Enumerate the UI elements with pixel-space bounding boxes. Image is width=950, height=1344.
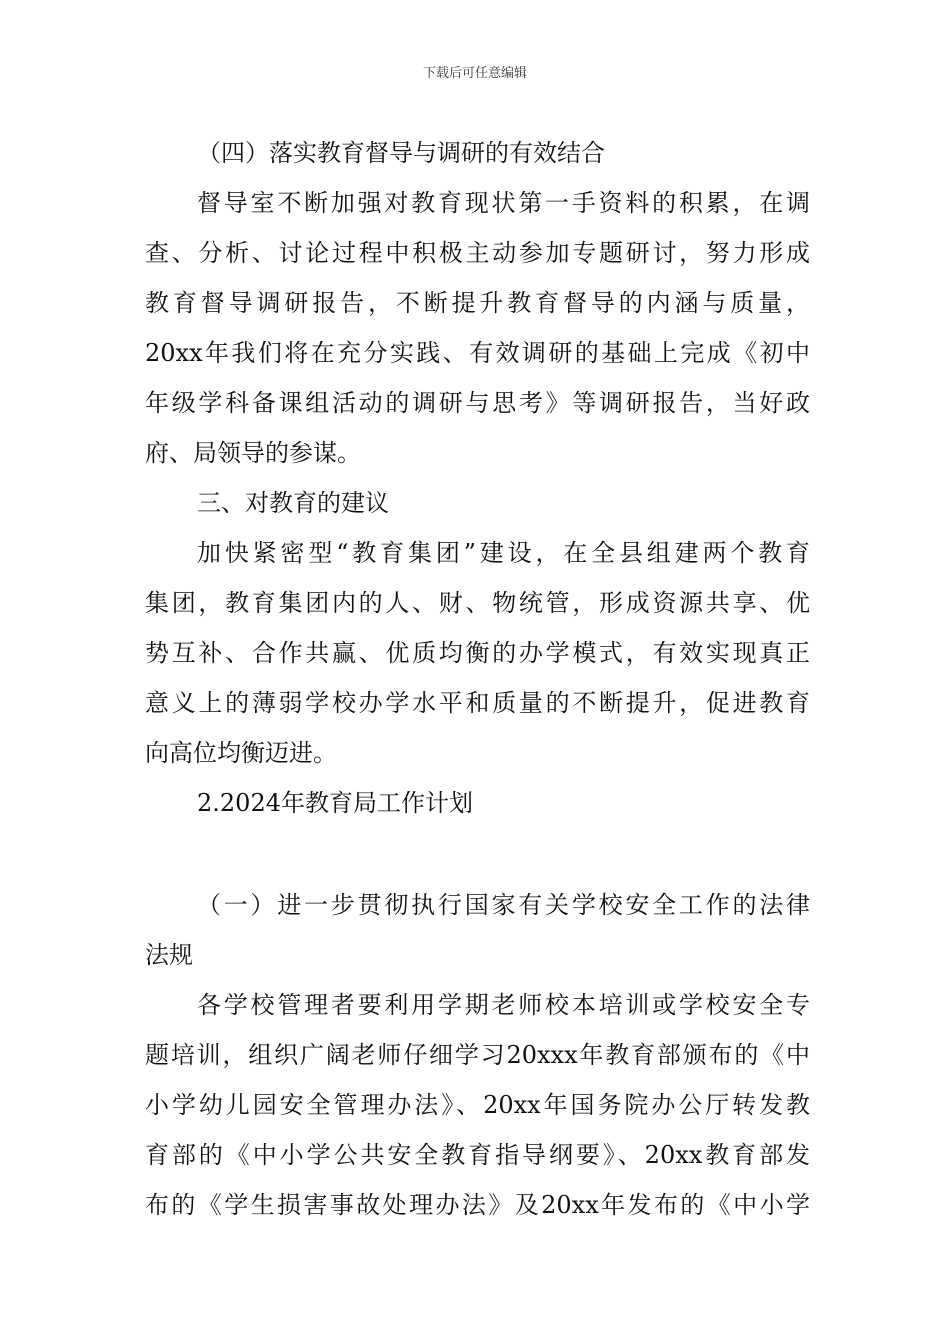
paragraph-line: 加快紧密型“教育集团”建设，在全县组建两个教育 (197, 539, 810, 567)
paragraph-line: 育部的《中小学公共安全教育指导纲要》、20xx教育部发 (145, 1141, 810, 1169)
paragraph-line: 督导室不断加强对教育现状第一手资料的积累，在调 (197, 189, 810, 217)
paragraph-line: 教育督导调研报告，不断提升教育督导的内涵与质量， (145, 289, 810, 317)
paragraph-line: 意义上的薄弱学校办学水平和质量的不断提升，促进教育 (145, 689, 810, 717)
section-heading-three: 三、对教育的建议 (197, 489, 389, 517)
paragraph-line: 势互补、合作共赢、优质均衡的办学模式，有效实现真正 (145, 639, 810, 667)
section-title-work-plan: 2.2024年教育局工作计划 (197, 789, 473, 817)
page-header-note: 下载后可任意编辑 (422, 66, 527, 81)
paragraph-line: 向高位均衡迈进。 (145, 739, 337, 767)
paragraph-line: 各学校管理者要利用学期老师校本培训或学校安全专 (197, 991, 810, 1019)
paragraph-line: 小学幼儿园安全管理办法》、20xx年国务院办公厅转发教 (145, 1091, 810, 1119)
paragraph-line: 20xx年我们将在充分实践、有效调研的基础上完成《初中 (145, 339, 810, 367)
paragraph-line: 法规 (145, 941, 193, 969)
section-heading-one: （一）进一步贯彻执行国家有关学校安全工作的法律 (197, 891, 810, 919)
paragraph-line: 题培训，组织广阔老师仔细学习20xxx年教育部颁布的《中 (145, 1041, 810, 1069)
paragraph-line: 集团，教育集团内的人、财、物统管，形成资源共享、优 (145, 589, 810, 617)
document-body (145, 128, 810, 1230)
section-heading-four: （四）落实教育督导与调研的有效结合 (197, 139, 605, 167)
paragraph-line: 查、分析、讨论过程中积极主动参加专题研讨，努力形成 (145, 239, 810, 267)
paragraph-line: 年级学科备课组活动的调研与思考》等调研报告，当好政 (145, 389, 810, 417)
paragraph-line: 府、局领导的参谋。 (145, 439, 361, 467)
paragraph-line: 布的《学生损害事故处理办法》及20xx年发布的《中小学 (145, 1191, 810, 1219)
